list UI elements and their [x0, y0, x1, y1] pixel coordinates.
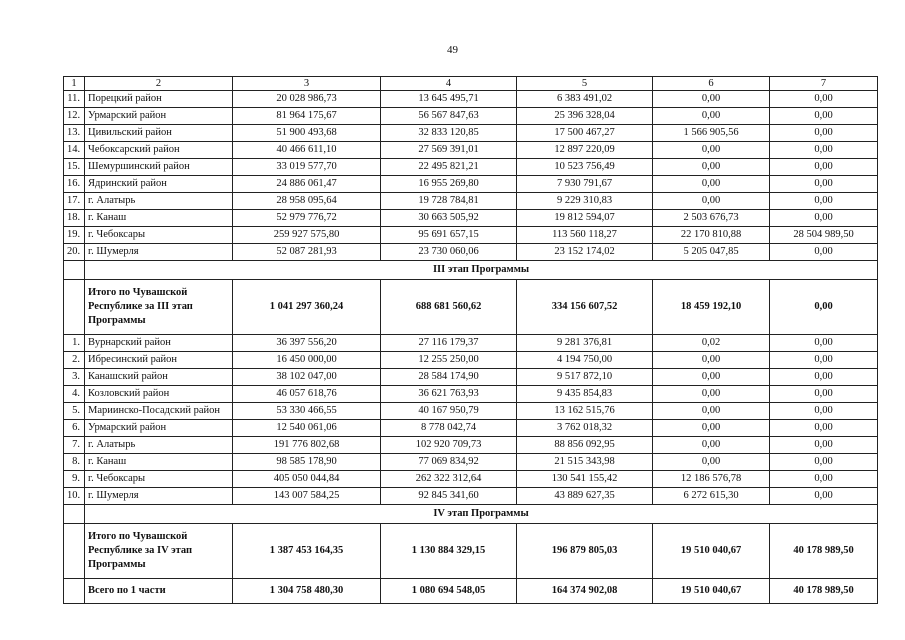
amount-cell: 0,00	[770, 420, 878, 437]
row-number: 12.	[64, 108, 85, 125]
district-name: г. Алатырь	[85, 193, 233, 210]
amount-cell: 0,00	[770, 471, 878, 488]
total-label: Итого по Чувашской Республике за IV этап Программы	[85, 524, 233, 579]
amount-cell: 0,00	[770, 125, 878, 142]
amount-cell: 0,00	[653, 352, 770, 369]
amount-cell: 143 007 584,25	[233, 488, 381, 505]
total-amount: 40 178 989,50	[770, 524, 878, 579]
table-row	[64, 454, 878, 471]
amount-cell: 0,00	[770, 210, 878, 227]
grand-total-row	[64, 579, 878, 604]
total-label: Итого по Чувашской Республике за III этап Программы	[85, 280, 233, 335]
district-name: Мариинско-Посадский район	[85, 403, 233, 420]
total-amount: 1 041 297 360,24	[233, 280, 381, 335]
amount-cell: 20 028 986,73	[233, 91, 381, 108]
amount-cell: 0,00	[653, 403, 770, 420]
amount-cell: 7 930 791,67	[517, 176, 653, 193]
total-amount: 18 459 192,10	[653, 280, 770, 335]
stage-title: III этап Программы	[85, 261, 878, 280]
table-row	[64, 91, 878, 108]
amount-cell: 0,00	[770, 352, 878, 369]
column-header: 2	[85, 77, 233, 91]
amount-cell: 28 584 174,90	[381, 369, 517, 386]
row-number: 4.	[64, 386, 85, 403]
table-row	[64, 176, 878, 193]
amount-cell: 12 540 061,06	[233, 420, 381, 437]
column-header: 3	[233, 77, 381, 91]
amount-cell: 22 170 810,88	[653, 227, 770, 244]
district-name: Порецкий район	[85, 91, 233, 108]
amount-cell: 113 560 118,27	[517, 227, 653, 244]
amount-cell: 98 585 178,90	[233, 454, 381, 471]
empty-cell	[64, 280, 85, 335]
stage-title: IV этап Программы	[85, 505, 878, 524]
amount-cell: 0,00	[653, 369, 770, 386]
amount-cell: 9 517 872,10	[517, 369, 653, 386]
district-name: г. Шумерля	[85, 244, 233, 261]
total-amount: 0,00	[770, 280, 878, 335]
stage-3-heading	[64, 261, 878, 280]
total-amount: 196 879 805,03	[517, 524, 653, 579]
district-name: Канашский район	[85, 369, 233, 386]
amount-cell: 0,00	[770, 386, 878, 403]
amount-cell: 81 964 175,67	[233, 108, 381, 125]
amount-cell: 30 663 505,92	[381, 210, 517, 227]
table-row	[64, 437, 878, 454]
amount-cell: 0,00	[653, 91, 770, 108]
row-number: 1.	[64, 335, 85, 352]
amount-cell: 52 087 281,93	[233, 244, 381, 261]
amount-cell: 51 900 493,68	[233, 125, 381, 142]
amount-cell: 77 069 834,92	[381, 454, 517, 471]
amount-cell: 259 927 575,80	[233, 227, 381, 244]
table-row	[64, 471, 878, 488]
amount-cell: 33 019 577,70	[233, 159, 381, 176]
district-name: Чебоксарский район	[85, 142, 233, 159]
district-name: Вурнарский район	[85, 335, 233, 352]
amount-cell: 17 500 467,27	[517, 125, 653, 142]
row-number: 3.	[64, 369, 85, 386]
total-amount: 19 510 040,67	[653, 524, 770, 579]
district-name: г. Чебоксары	[85, 471, 233, 488]
table-row	[64, 352, 878, 369]
amount-cell: 0,00	[770, 159, 878, 176]
district-name: Шемуршинский район	[85, 159, 233, 176]
column-header: 6	[653, 77, 770, 91]
total-amount: 1 080 694 548,05	[381, 579, 517, 604]
district-name: г. Шумерля	[85, 488, 233, 505]
amount-cell: 36 397 556,20	[233, 335, 381, 352]
amount-cell: 0,00	[653, 437, 770, 454]
row-number: 5.	[64, 403, 85, 420]
amount-cell: 262 322 312,64	[381, 471, 517, 488]
amount-cell: 0,00	[770, 488, 878, 505]
amount-cell: 24 886 061,47	[233, 176, 381, 193]
stage-4-total-row	[64, 524, 878, 579]
amount-cell: 0,00	[653, 420, 770, 437]
amount-cell: 28 504 989,50	[770, 227, 878, 244]
amount-cell: 0,00	[770, 142, 878, 159]
total-amount: 688 681 560,62	[381, 280, 517, 335]
row-number: 15.	[64, 159, 85, 176]
amount-cell: 130 541 155,42	[517, 471, 653, 488]
table-row	[64, 142, 878, 159]
amount-cell: 36 621 763,93	[381, 386, 517, 403]
amount-cell: 27 569 391,01	[381, 142, 517, 159]
amount-cell: 0,00	[770, 193, 878, 210]
amount-cell: 0,00	[770, 437, 878, 454]
amount-cell: 191 776 802,68	[233, 437, 381, 454]
amount-cell: 5 205 047,85	[653, 244, 770, 261]
row-number: 19.	[64, 227, 85, 244]
table-row	[64, 335, 878, 352]
district-name: Козловский район	[85, 386, 233, 403]
district-name: Цивильский район	[85, 125, 233, 142]
empty-cell	[64, 579, 85, 604]
district-name: г. Канаш	[85, 210, 233, 227]
table-row	[64, 420, 878, 437]
table-row	[64, 369, 878, 386]
column-header: 4	[381, 77, 517, 91]
amount-cell: 9 229 310,83	[517, 193, 653, 210]
row-number: 14.	[64, 142, 85, 159]
table-row	[64, 386, 878, 403]
amount-cell: 0,00	[770, 176, 878, 193]
amount-cell: 12 186 576,78	[653, 471, 770, 488]
table-row	[64, 210, 878, 227]
district-name: г. Чебоксары	[85, 227, 233, 244]
amount-cell: 12 897 220,09	[517, 142, 653, 159]
amount-cell: 102 920 709,73	[381, 437, 517, 454]
amount-cell: 1 566 905,56	[653, 125, 770, 142]
column-header: 1	[64, 77, 85, 91]
row-number: 17.	[64, 193, 85, 210]
amount-cell: 25 396 328,04	[517, 108, 653, 125]
amount-cell: 22 495 821,21	[381, 159, 517, 176]
amount-cell: 0,00	[653, 454, 770, 471]
amount-cell: 13 645 495,71	[381, 91, 517, 108]
row-number: 10.	[64, 488, 85, 505]
stage-3-total-row	[64, 280, 878, 335]
empty-cell	[64, 524, 85, 579]
row-number: 7.	[64, 437, 85, 454]
amount-cell: 0,00	[653, 108, 770, 125]
amount-cell: 95 691 657,15	[381, 227, 517, 244]
amount-cell: 23 730 060,06	[381, 244, 517, 261]
amount-cell: 9 281 376,81	[517, 335, 653, 352]
amount-cell: 52 979 776,72	[233, 210, 381, 227]
amount-cell: 0,00	[653, 193, 770, 210]
amount-cell: 27 116 179,37	[381, 335, 517, 352]
column-header: 5	[517, 77, 653, 91]
total-amount: 19 510 040,67	[653, 579, 770, 604]
amount-cell: 19 728 784,81	[381, 193, 517, 210]
amount-cell: 0,00	[653, 142, 770, 159]
amount-cell: 40 466 611,10	[233, 142, 381, 159]
table-row	[64, 108, 878, 125]
column-number-header-row	[64, 77, 878, 91]
row-number: 16.	[64, 176, 85, 193]
amount-cell: 12 255 250,00	[381, 352, 517, 369]
column-header: 7	[770, 77, 878, 91]
total-amount: 1 130 884 329,15	[381, 524, 517, 579]
row-number: 8.	[64, 454, 85, 471]
amount-cell: 4 194 750,00	[517, 352, 653, 369]
amount-cell: 0,02	[653, 335, 770, 352]
amount-cell: 0,00	[770, 244, 878, 261]
district-name: Ибресинский район	[85, 352, 233, 369]
district-name: Урмарский район	[85, 420, 233, 437]
row-number: 9.	[64, 471, 85, 488]
amount-cell: 92 845 341,60	[381, 488, 517, 505]
amount-cell: 405 050 044,84	[233, 471, 381, 488]
amount-cell: 38 102 047,00	[233, 369, 381, 386]
amount-cell: 0,00	[770, 91, 878, 108]
amount-cell: 16 450 000,00	[233, 352, 381, 369]
total-amount: 164 374 902,08	[517, 579, 653, 604]
table-row	[64, 159, 878, 176]
amount-cell: 43 889 627,35	[517, 488, 653, 505]
amount-cell: 0,00	[770, 335, 878, 352]
table-row	[64, 125, 878, 142]
empty-cell	[64, 261, 85, 280]
amount-cell: 9 435 854,83	[517, 386, 653, 403]
amount-cell: 40 167 950,79	[381, 403, 517, 420]
amount-cell: 6 383 491,02	[517, 91, 653, 108]
row-number: 20.	[64, 244, 85, 261]
district-name: Ядринский район	[85, 176, 233, 193]
amount-cell: 0,00	[770, 369, 878, 386]
amount-cell: 56 567 847,63	[381, 108, 517, 125]
row-number: 13.	[64, 125, 85, 142]
page-number: 49	[447, 44, 458, 56]
amount-cell: 21 515 343,98	[517, 454, 653, 471]
row-number: 6.	[64, 420, 85, 437]
amount-cell: 0,00	[770, 403, 878, 420]
amount-cell: 0,00	[653, 176, 770, 193]
amount-cell: 0,00	[770, 108, 878, 125]
total-amount: 334 156 607,52	[517, 280, 653, 335]
empty-cell	[64, 505, 85, 524]
table-row	[64, 244, 878, 261]
table-row	[64, 403, 878, 420]
amount-cell: 2 503 676,73	[653, 210, 770, 227]
amount-cell: 46 057 618,76	[233, 386, 381, 403]
amount-cell: 53 330 466,55	[233, 403, 381, 420]
amount-cell: 16 955 269,80	[381, 176, 517, 193]
amount-cell: 28 958 095,64	[233, 193, 381, 210]
total-amount: 40 178 989,50	[770, 579, 878, 604]
amount-cell: 8 778 042,74	[381, 420, 517, 437]
amount-cell: 13 162 515,76	[517, 403, 653, 420]
district-name: г. Канаш	[85, 454, 233, 471]
amount-cell: 6 272 615,30	[653, 488, 770, 505]
amount-cell: 0,00	[653, 386, 770, 403]
amount-cell: 0,00	[770, 454, 878, 471]
amount-cell: 3 762 018,32	[517, 420, 653, 437]
budget-table	[63, 76, 878, 604]
district-name: Урмарский район	[85, 108, 233, 125]
row-number: 11.	[64, 91, 85, 108]
total-amount: 1 304 758 480,30	[233, 579, 381, 604]
amount-cell: 10 523 756,49	[517, 159, 653, 176]
amount-cell: 0,00	[653, 159, 770, 176]
table-row	[64, 488, 878, 505]
total-label: Всего по 1 части	[85, 579, 233, 604]
amount-cell: 19 812 594,07	[517, 210, 653, 227]
amount-cell: 32 833 120,85	[381, 125, 517, 142]
total-amount: 1 387 453 164,35	[233, 524, 381, 579]
table-row	[64, 227, 878, 244]
row-number: 18.	[64, 210, 85, 227]
table-row	[64, 193, 878, 210]
stage-4-heading	[64, 505, 878, 524]
district-name: г. Алатырь	[85, 437, 233, 454]
amount-cell: 23 152 174,02	[517, 244, 653, 261]
row-number: 2.	[64, 352, 85, 369]
amount-cell: 88 856 092,95	[517, 437, 653, 454]
